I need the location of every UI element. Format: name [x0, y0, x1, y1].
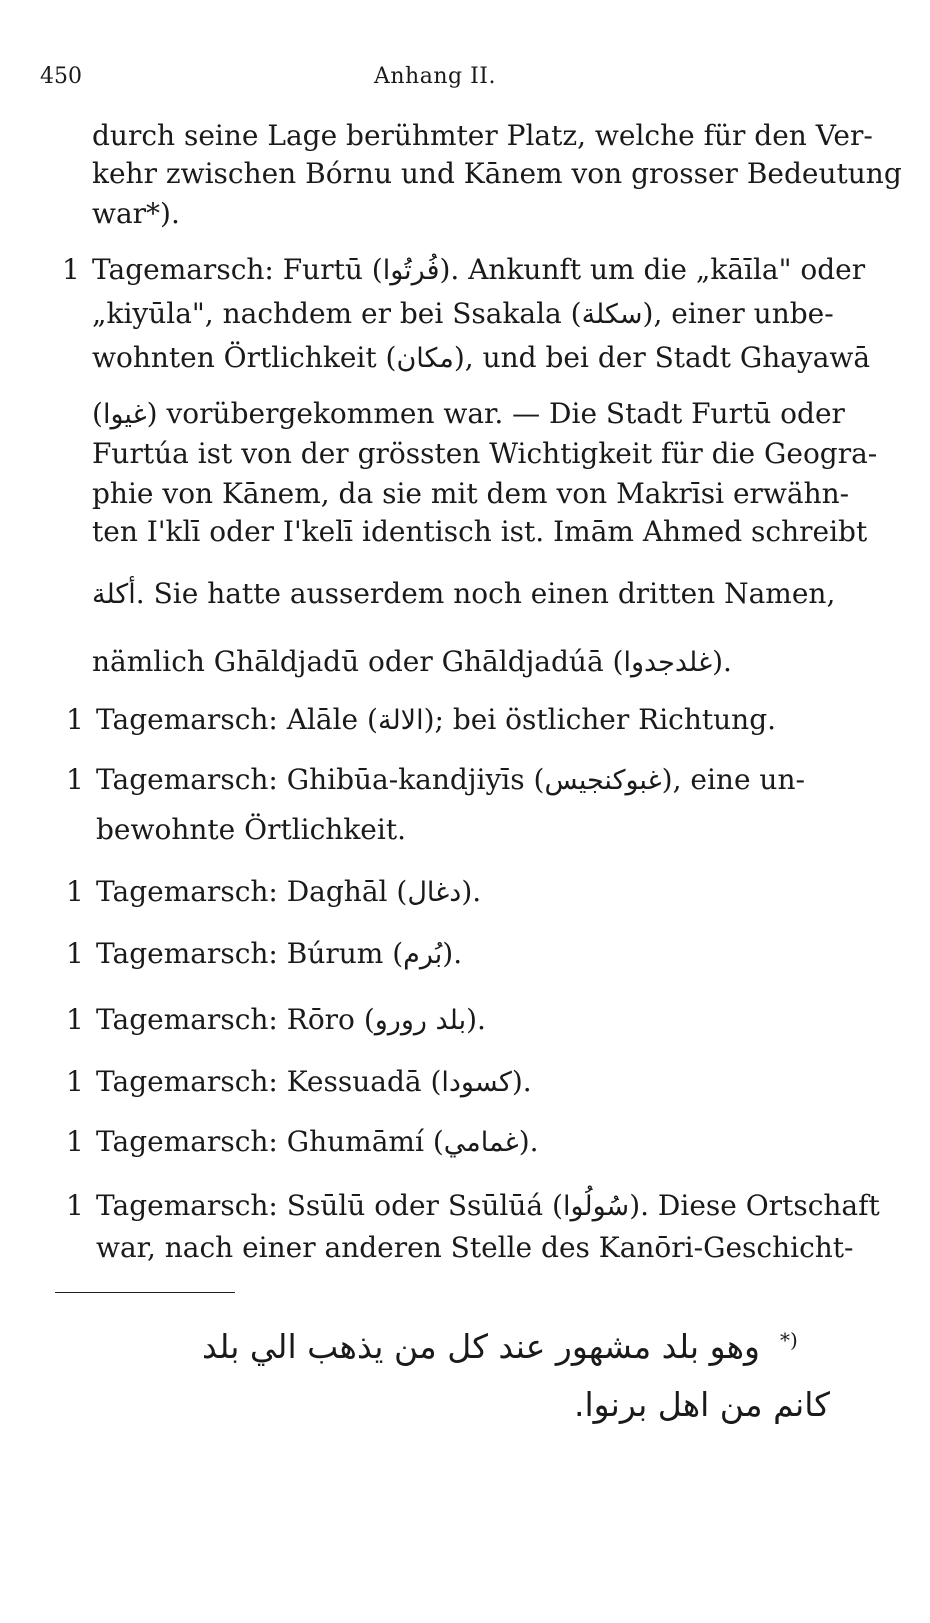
text-line: Tagemarsch: Daghāl (دغال). — [96, 875, 482, 908]
arabic-term: بُرم — [403, 939, 443, 970]
text-line: war*). — [92, 197, 180, 230]
arabic-term: سكلة — [581, 299, 643, 330]
text-line: ten I'klī oder I'kelī identisch ist. Imām Ahmed schreibt — [92, 515, 868, 548]
arabic-term: سُولُوا — [562, 1191, 630, 1222]
entry-number: 1 — [66, 763, 84, 796]
text-line: war, nach einer anderen Stelle des Kanōri-Geschicht- — [96, 1231, 854, 1264]
entry-number: 1 — [66, 937, 84, 970]
text-line: bewohnte Örtlichkeit. — [96, 813, 406, 846]
running-head: Anhang II. — [374, 64, 496, 89]
arabic-term: غبوكنجيس — [544, 765, 662, 796]
entry-number: 1 — [66, 703, 84, 736]
text-line: Tagemarsch: Rōro (بلد رورو). — [96, 1003, 486, 1036]
text-line: „kiyūla", nachdem er bei Ssakala (سكلة), einer unbe- — [92, 297, 834, 330]
text-line: Tagemarsch: Ghibūa-kandjiyīs (غبوكنجيس), eine un- — [96, 763, 805, 796]
text-line: Furtúa ist von der grössten Wichtigkeit für die Geogra- — [92, 437, 878, 470]
footnote-arabic-line: وهو بلد مشهور عند كل من يذهب الي بلد — [202, 1327, 760, 1366]
arabic-term: بلد رورو — [374, 1005, 467, 1036]
footnote-arabic-line: كانم من اهل برنوا. — [573, 1385, 830, 1424]
arabic-term: أكلة — [92, 579, 136, 610]
arabic-term: دغال — [407, 877, 462, 908]
text-line: Tagemarsch: Furtū (فُرتُوا). Ankunft um die „kāīla" oder — [92, 253, 866, 286]
arabic-term: غلدجدوا — [623, 647, 713, 678]
text-line: phie von Kānem, da sie mit dem von Makrīsi erwähn- — [92, 477, 850, 510]
text-line: Tagemarsch: Ghumāmí (غمامي). — [96, 1125, 539, 1158]
entry-number: 1 — [66, 1189, 84, 1222]
arabic-term: كسودا — [441, 1067, 512, 1098]
entry-number: 1 — [62, 253, 80, 286]
footnote-rule — [55, 1292, 235, 1293]
text-line: kehr zwischen Bórnu und Kānem von grosser Bedeutung — [92, 157, 902, 190]
text-line: durch seine Lage berühmter Platz, welche für den Ver- — [92, 119, 873, 152]
entry-number: 1 — [66, 1003, 84, 1036]
text-line: أكلة. Sie hatte ausserdem noch einen dritten Namen, — [92, 577, 836, 610]
text-line: Tagemarsch: Alāle (الالة); bei östlicher Richtung. — [96, 703, 777, 736]
text-line: Tagemarsch: Kessuadā (كسودا). — [96, 1065, 532, 1098]
arabic-term: غيوا — [102, 399, 147, 430]
arabic-term: الالة — [377, 705, 424, 736]
text-line: wohnten Örtlichkeit (مكان), und bei der Stadt Ghayawā — [92, 341, 871, 374]
text-line: Tagemarsch: Ssūlū oder Ssūlūá (سُولُوا). Diese Ortschaft — [96, 1189, 880, 1222]
entry-number: 1 — [66, 1065, 84, 1098]
page-number: 450 — [40, 64, 82, 89]
entry-number: 1 — [66, 875, 84, 908]
footnote-mark: *) — [780, 1328, 798, 1352]
arabic-term: مكان — [396, 343, 454, 374]
arabic-term: غمامي — [443, 1127, 519, 1158]
text-line: nämlich Ghāldjadū oder Ghāldjadúā (غلدجدوا). — [92, 645, 732, 678]
text-line: (غيوا) vorübergekommen war. — Die Stadt Furtū oder — [92, 397, 845, 430]
entry-number: 1 — [66, 1125, 84, 1158]
text-line: Tagemarsch: Búrum (بُرم). — [96, 937, 463, 970]
arabic-term: فُرتُوا — [382, 255, 440, 286]
